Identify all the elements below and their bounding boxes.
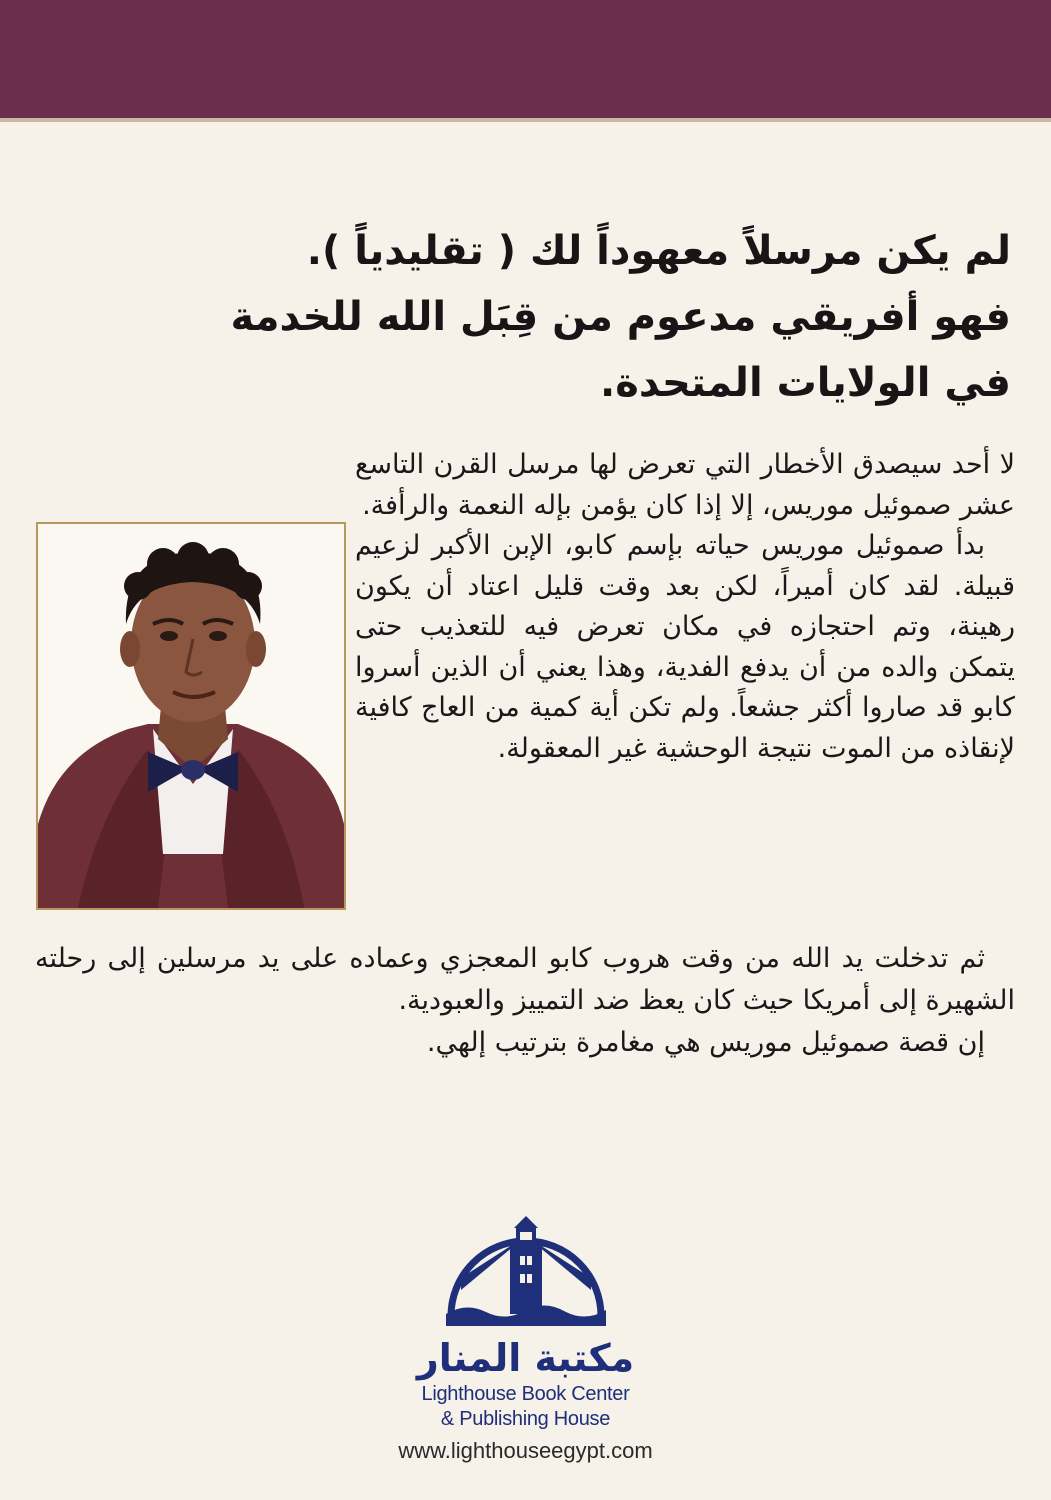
headline-line-1: لم يكن مرسلاً معهوداً لك ( تقليدياً ). <box>306 228 1011 274</box>
paragraph-4: إن قصة صموئيل موريس هي مغامرة بترتيب إلهي. <box>426 1027 985 1058</box>
portrait-illustration <box>36 522 346 910</box>
body-text-upper <box>355 445 1015 769</box>
publisher-website: www.lighthouseegypt.com <box>398 1438 653 1463</box>
paragraph-1: لا أحد سيصدق الأخطار التي تعرض لها مرسل القرن التاسع عشر صموئيل موريس، إلا إذا كان يؤمن بإله النعمة والرأفة. <box>355 449 1015 521</box>
publisher-english-line-1: Lighthouse Book Center <box>421 1383 630 1405</box>
headline-line-3: في الولايات المتحدة. <box>600 360 1011 406</box>
body-text-lower <box>35 938 1015 1064</box>
publisher-english-line-2: & Publishing House <box>440 1408 611 1430</box>
lighthouse-logo-icon <box>436 1198 616 1330</box>
paragraph-2: بدأ صموئيل موريس حياته بإسم كابو، الإبن الأكبر لزعيم قبيلة. لقد كان أميراً، لكن بعد وقت قليل اعتاد أن يكون رهينة، وتم احتجازه في مكان تعرض فيه للتعذيب حتى يتمكن والده من أن يدفع الفدية، وهذا يعني أن الذين أسروا كابو قد صاروا أكثر جشعاً. ولم تكن أية كمية من العاج كافية لإنقاذه من الموت نتيجة الوحشية غير المعقولة. <box>355 530 1015 764</box>
headline <box>191 218 1011 416</box>
paragraph-3: ثم تدخلت يد الله من وقت هروب كابو المعجزي وعماده على يد مرسلين إلى رحلته الشهيرة إلى أمريكا حيث كان يعظ ضد التمييز والعبودية. <box>35 943 1015 1016</box>
publisher-block <box>0 1198 1051 1432</box>
publisher-arabic-name: مكتبة المنار <box>416 1336 635 1380</box>
headline-line-2: فهو أفريقي مدعوم من قِبَل الله للخدمة <box>230 294 1011 340</box>
top-color-band <box>0 0 1051 122</box>
